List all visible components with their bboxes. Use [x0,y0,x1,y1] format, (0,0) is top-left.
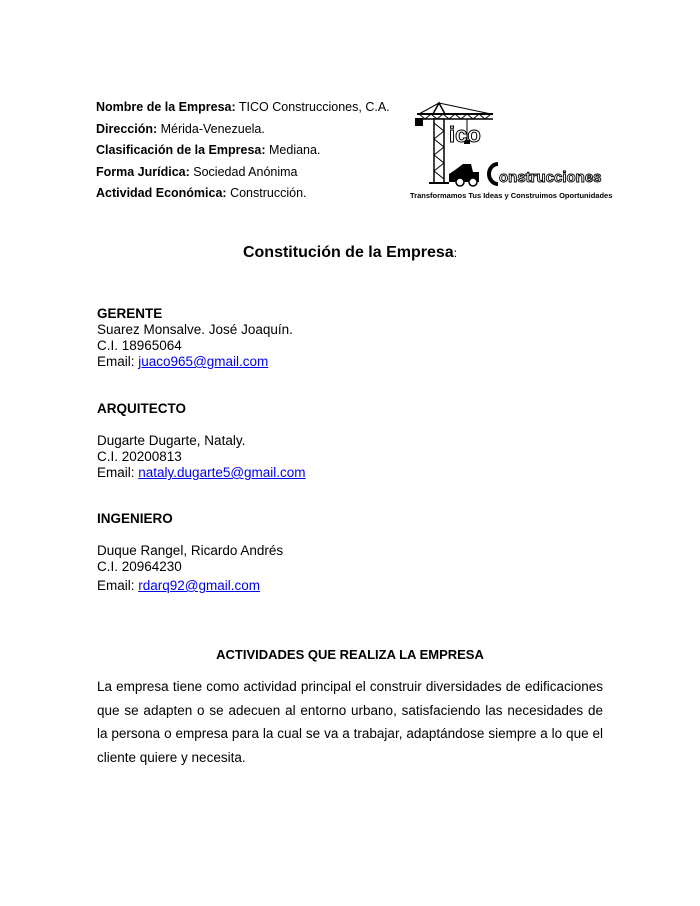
constitution-title: Constitución de la Empresa [242,244,454,261]
info-row-address [96,119,390,141]
info-row-activity [96,183,390,205]
info-value: Construcción. [230,186,307,200]
member-ci: C.I. 20964230 [97,559,182,574]
member-name: Suarez Monsalve. José Joaquín. [97,322,293,337]
info-label: Nombre de la Empresa: [96,100,236,114]
crane-logo-icon [405,100,630,190]
member-role: INGENIERO [97,511,173,526]
email-label: Email: [97,465,139,480]
logo-tagline: Transformamos Tus Ideas y Construimos Oportunidades [410,191,613,200]
info-label: Dirección: [96,121,158,136]
email-link[interactable]: juaco965@gmail.com [138,354,269,369]
member-gerente [97,306,293,370]
email-link[interactable]: rdarq92@gmail.com [138,578,261,593]
logo-top-text: ico [449,122,481,147]
member-email-row [97,578,283,594]
member-role: GERENTE [97,306,163,321]
member-role: ARQUITECTO [97,401,187,416]
member-ci: C.I. 20200813 [97,449,182,464]
info-label: Clasificación de la Empresa: [96,143,266,157]
info-value: Mediana. [269,143,321,157]
logo-bottom-text: onstrucciones [499,169,602,186]
info-row-classification [96,140,390,162]
info-value: TICO Construcciones, C.A. [238,100,390,114]
member-email-row [97,465,306,481]
info-label: Forma Jurídica: [96,164,190,179]
constitution-colon: : [453,246,458,260]
info-row-legal-form [96,162,390,184]
spacer [97,417,306,433]
company-logo [405,100,630,205]
member-name: Duque Rangel, Ricardo Andrés [97,543,284,558]
spacer [97,527,283,543]
member-email-row [97,354,293,370]
member-name: Dugarte Dugarte, Nataly. [97,433,246,448]
member-arquitecto [97,401,306,481]
info-row-name [96,97,390,119]
email-label: Email: [97,354,139,369]
info-label: Actividad Económica: [96,186,227,200]
member-ci: C.I. 18965064 [97,338,182,353]
company-info [96,97,390,205]
email-link[interactable]: nataly.dugarte5@gmail.com [138,465,306,480]
email-label: Email: [97,578,139,593]
member-ingeniero [97,511,283,594]
section-title-activities: ACTIVIDADES QUE REALIZA LA EMPRESA [216,647,484,662]
section-title-constitution [0,244,700,262]
activities-paragraph: La empresa tiene como actividad principal el construir diversidades de edificaciones que se adapten o se adecuen al entorno urbano, satisfaciendo las necesidades de la persona o empresa para la cual se va a trabajar, adaptándose siempre a lo que el cliente quiere y necesita. [97,679,603,765]
info-value: Sociedad Anónima [193,164,298,179]
info-value: Mérida-Venezuela. [160,121,265,136]
